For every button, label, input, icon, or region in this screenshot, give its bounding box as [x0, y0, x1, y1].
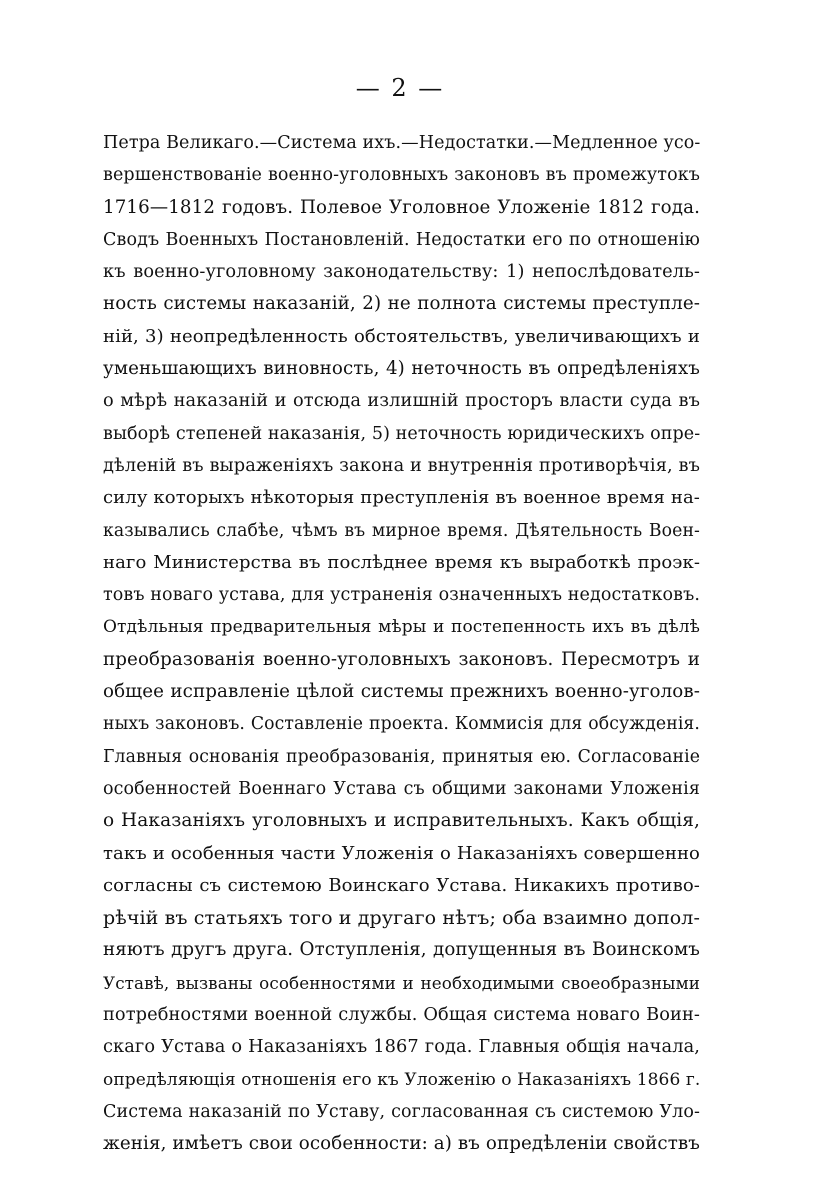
text-line: ныхъ законовъ. Составленіе проекта. Коммисія для обсужденія. [103, 714, 700, 735]
text-line: уменьшающихъ виновность, 4) неточность въ опредѣленіяхъ [103, 358, 700, 380]
text-line: особенностей Военнаго Устава съ общими законами Уложенія [103, 778, 700, 799]
text-line: согласны съ системою Воинскаго Устава. Никакихъ противо- [103, 874, 700, 896]
text-line: Отдѣльныя предварительныя мѣры и постепенность ихъ въ дѣлѣ [103, 617, 700, 638]
page-number: — 2 — [355, 74, 445, 102]
text-line: выборѣ степеней наказанія, 5) неточность юридическихъ опре- [103, 423, 700, 444]
text-line: ность системы наказаній, 2) не полнота системы преступле- [103, 293, 700, 315]
text-line: Главныя основанія преобразованія, принятыя ею. Согласованіе [103, 746, 700, 767]
text-line: опредѣляющія отношенія его къ Уложенію о Наказаніяхъ 1866 г. [103, 1069, 700, 1090]
text-line: о Наказаніяхъ уголовныхъ и исправительныхъ. Какъ общія, [103, 810, 700, 832]
text-line: наго Министерства въ послѣднее время къ выработкѣ проэк- [103, 551, 700, 573]
text-line: преобразованія военно-уголовныхъ законовъ. Пересмотръ и [103, 648, 700, 670]
text-line: силу которыхъ нѣкоторыя преступленія въ военное время на- [103, 487, 700, 509]
text-line: дѣленій въ выраженіяхъ закона и внутреннія противорѣчія, въ [103, 455, 700, 476]
text-line: товъ новаго устава, для устраненія означенныхъ недостатковъ. [103, 585, 700, 606]
text-line: скаго Устава о Наказаніяхъ 1867 года. Главныя общія начала, [103, 1037, 700, 1058]
text-line: такъ и особенныя части Уложенія о Наказаніяхъ совершенно [103, 842, 700, 864]
text-line: къ военно-уголовному законодательству: 1) непослѣдователь- [103, 262, 700, 283]
text-line: рѣчій въ статьяхъ того и другаго нѣтъ; оба взаимно допол- [103, 907, 700, 930]
text-line: 1716—1812 годовъ. Полевое Уголовное Уложеніе 1812 года. [103, 196, 700, 218]
text-line: казывались слабѣе, чѣмъ въ мирное время. Дѣятельность Воен- [103, 520, 700, 541]
page-body-text [103, 127, 700, 1161]
text-line: потребностями военной службы. Общая система новаго Воин- [103, 1005, 700, 1026]
text-line: вершенствованіе военно-уголовныхъ законовъ въ промежутокъ [103, 165, 700, 186]
text-line: Уставѣ, вызваны особенностями и необходимыми своеобразными [103, 972, 700, 993]
text-line: Петра Великаго.—Система ихъ.—Недостатки.—Медленное усо- [103, 133, 700, 153]
text-line: о мѣрѣ наказаній и отсюда излишній просторъ власти суда въ [103, 391, 700, 412]
text-line: ній, 3) неопредѣленность обстоятельствъ, увеличивающихъ и [103, 325, 700, 347]
text-line: Система наказаній по Уставу, согласованная съ системою Уло- [103, 1101, 700, 1122]
text-line: женія, имѣетъ свои особенности: а) въ опредѣленіи свойствъ [103, 1133, 700, 1155]
text-line: общее исправленіе цѣлой системы прежнихъ военно-уголов- [103, 681, 700, 703]
text-line: Сводъ Военныхъ Постановленій. Недостатки его по отношенію [103, 229, 700, 250]
text-line: няютъ другъ друга. Отступленія, допущенныя въ Воинскомъ [103, 939, 700, 961]
